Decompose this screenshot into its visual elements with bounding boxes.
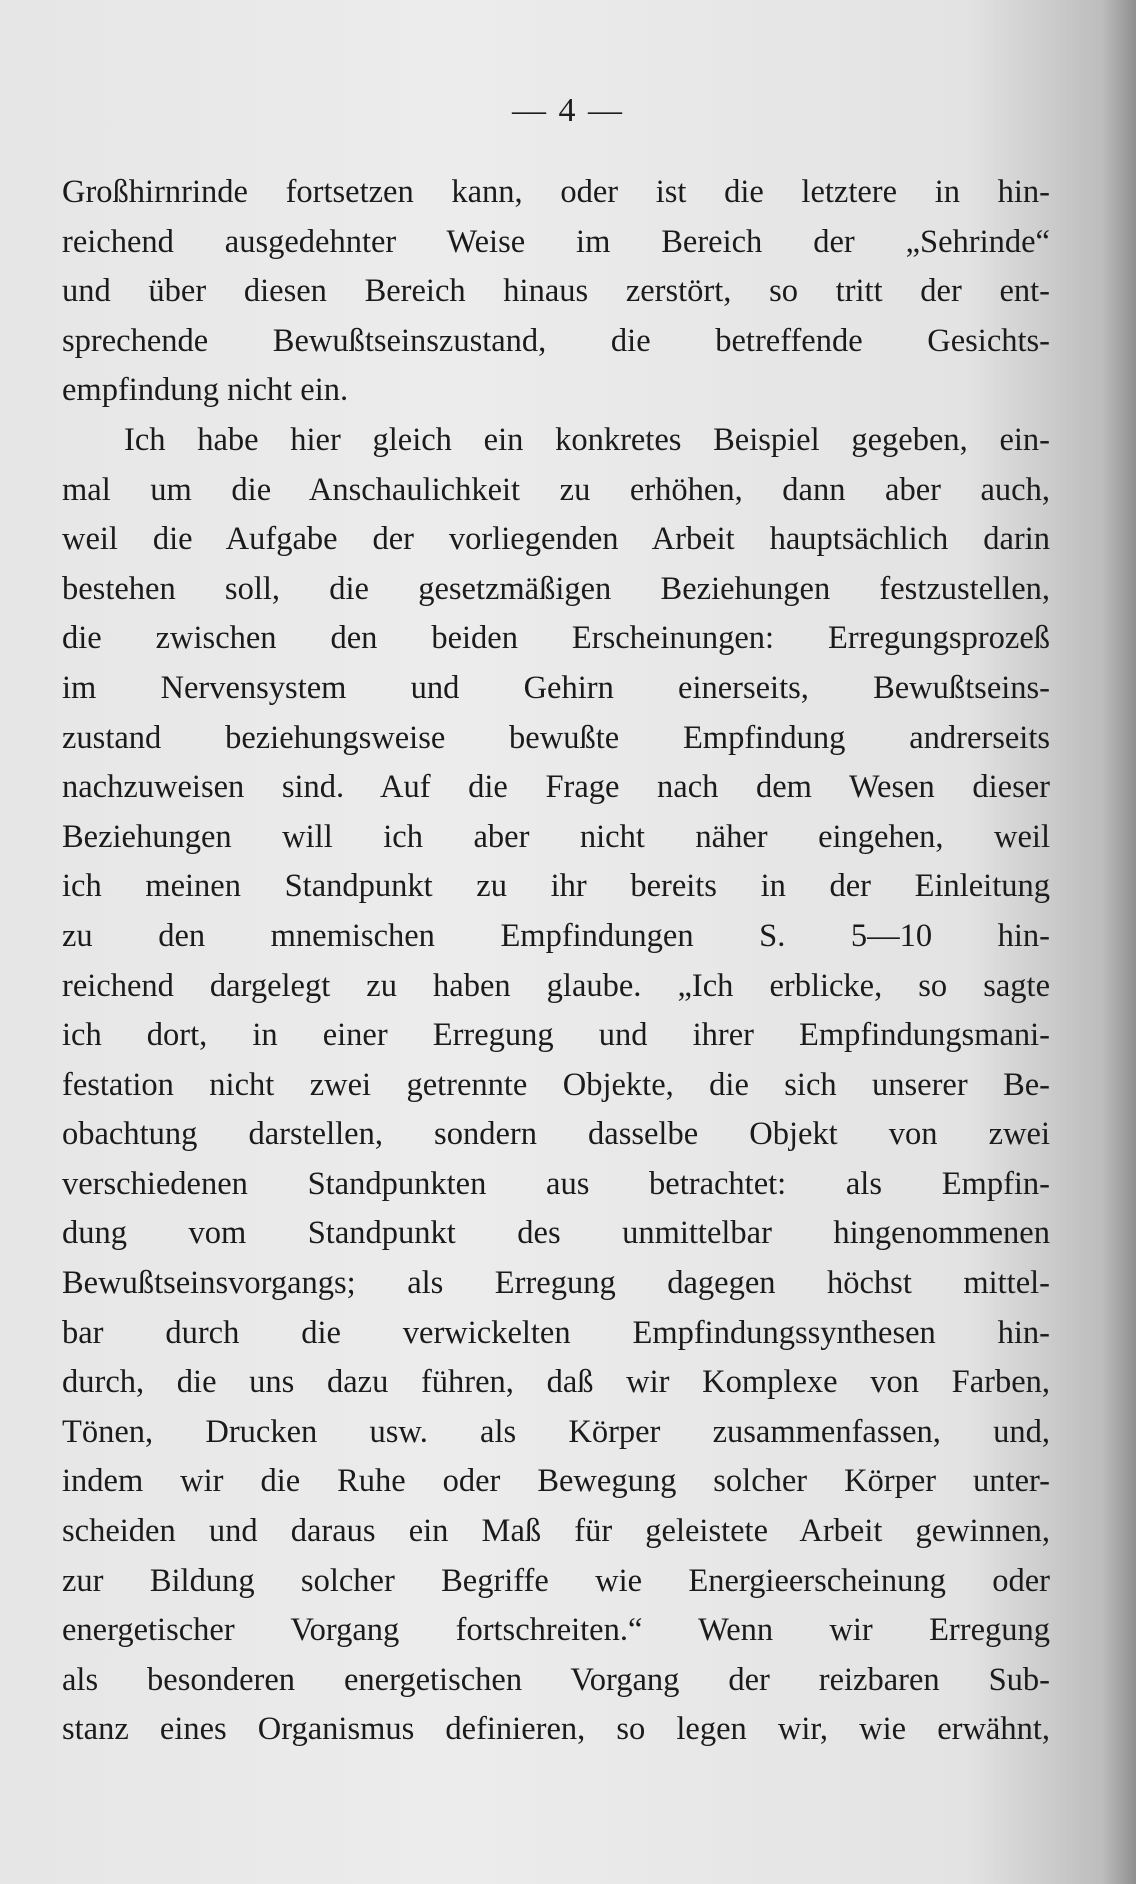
text-line: Beziehungen will ich aber nicht näher eingehen, weil <box>62 818 1050 855</box>
text-line: und über diesen Bereich hinaus zerstört, so tritt der ent- <box>62 273 1050 310</box>
text-line: indem wir die Ruhe oder Bewegung solcher Körper unter- <box>62 1463 1050 1500</box>
page-number: — 4 — <box>512 92 624 129</box>
text-line: obachtung darstellen, sondern dasselbe Objekt von zwei <box>62 1116 1050 1153</box>
text-line: nachzuweisen sind. Auf die Frage nach dem Wesen dieser <box>62 769 1050 806</box>
text-line: empfindung nicht ein. <box>62 372 349 409</box>
text-line: energetischer Vorgang fortschreiten.“ Wenn wir Erregung <box>62 1612 1050 1649</box>
text-line: Tönen, Drucken usw. als Körper zusammenfassen, und, <box>62 1413 1050 1450</box>
text-line: ich meinen Standpunkt zu ihr bereits in der Einleitung <box>62 868 1050 905</box>
text-line: reichend ausgedehnter Weise im Bereich der „Sehrinde“ <box>62 223 1050 260</box>
text-line: ich dort, in einer Erregung und ihrer Empfindungsmani- <box>62 1017 1050 1054</box>
text-line: zur Bildung solcher Begriffe wie Energieerscheinung oder <box>62 1562 1050 1599</box>
paragraph-start-line: Ich habe hier gleich ein konkretes Beispiel gegeben, ein- <box>124 421 1050 458</box>
text-line: mal um die Anschaulichkeit zu erhöhen, dann aber auch, <box>62 471 1050 508</box>
text-line: weil die Aufgabe der vorliegenden Arbeit hauptsächlich darin <box>62 521 1050 558</box>
text-line: die zwischen den beiden Erscheinungen: Erregungsprozeß <box>62 620 1050 657</box>
text-line: zustand beziehungsweise bewußte Empfindung andrerseits <box>62 719 1050 756</box>
text-line: scheiden und daraus ein Maß für geleistete Arbeit gewinnen, <box>62 1513 1050 1550</box>
text-line: dung vom Standpunkt des unmittelbar hingenommenen <box>62 1215 1050 1252</box>
text-line: als besonderen energetischen Vorgang der reizbaren Sub- <box>62 1661 1050 1698</box>
text-line: bar durch die verwickelten Empfindungssynthesen hin- <box>62 1314 1050 1351</box>
text-line: stanz eines Organismus definieren, so legen wir, wie erwähnt, <box>62 1711 1050 1748</box>
text-line: durch, die uns dazu führen, daß wir Komplexe von Farben, <box>62 1364 1050 1401</box>
text-line: bestehen soll, die gesetzmäßigen Beziehungen festzustellen, <box>62 570 1050 607</box>
text-line: Großhirnrinde fortsetzen kann, oder ist die letztere in hin- <box>62 174 1050 210</box>
text-line: reichend dargelegt zu haben glaube. „Ich erblicke, so sagte <box>62 967 1050 1004</box>
text-line: im Nervensystem und Gehirn einerseits, Bewußtseins- <box>62 669 1050 706</box>
text-line: verschiedenen Standpunkten aus betrachtet: als Empfin- <box>62 1165 1050 1202</box>
body-text <box>62 168 1050 1755</box>
text-line: Bewußtseinsvorgangs; als Erregung dagegen höchst mittel- <box>62 1265 1050 1302</box>
text-line: zu den mnemischen Empfindungen S. 5—10 hin- <box>62 917 1050 954</box>
text-line: festation nicht zwei getrennte Objekte, die sich unserer Be- <box>62 1066 1050 1103</box>
text-line: sprechende Bewußtseinszustand, die betreffende Gesichts- <box>62 322 1050 359</box>
